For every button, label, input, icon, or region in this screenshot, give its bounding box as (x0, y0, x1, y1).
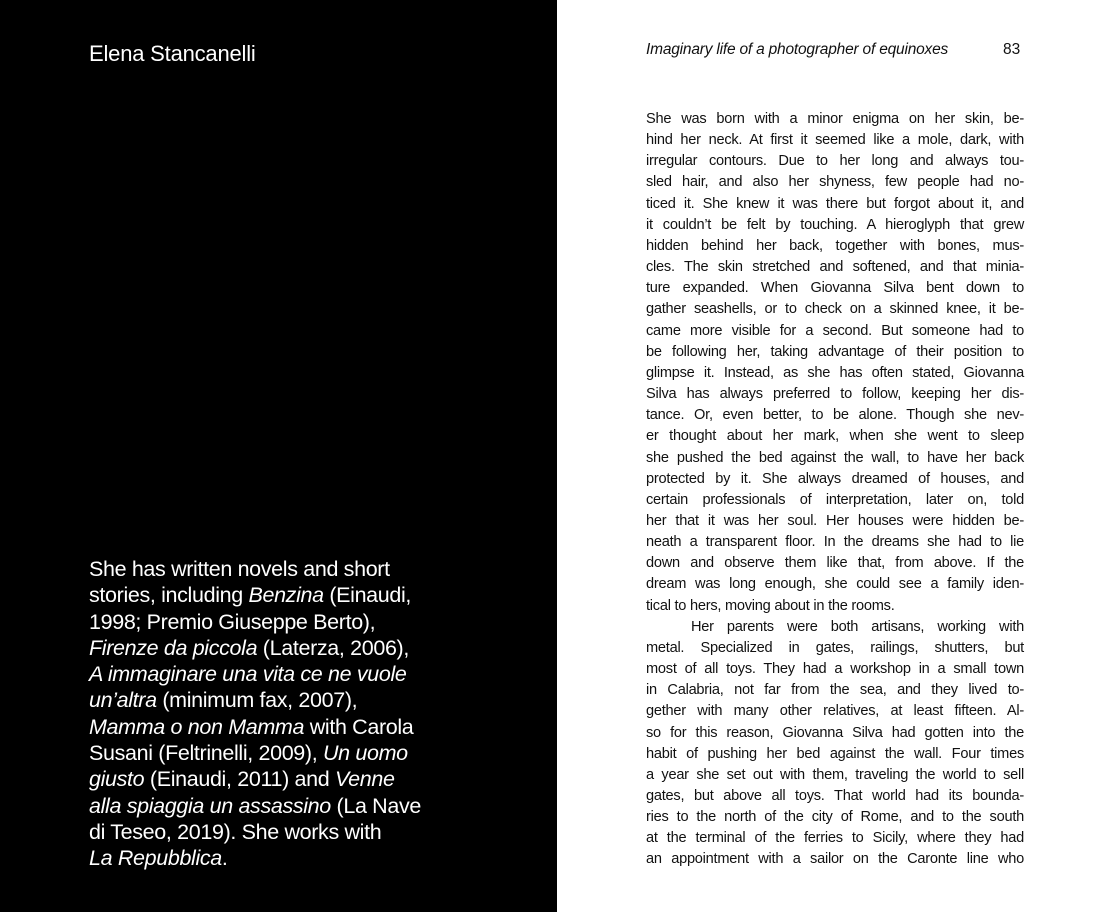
body-line: tical to hers, moving about in the rooms. (646, 597, 895, 614)
book-title: un’altra (89, 688, 157, 713)
book-title: alla spiaggia un assassino (89, 793, 331, 818)
body-line: an appointment with a sailor on the Caronte line who (646, 851, 1024, 868)
body-line: ries to the north of the city of Rome, and to the south (646, 809, 1024, 826)
body-line: er thought about her mark, when she went to sleep (646, 428, 1024, 445)
bio-segment: (Einaudi, 2011) and (144, 767, 335, 792)
body-line: a year she set out with them, traveling the world to sell (646, 766, 1024, 783)
bio-segment: stories, including (89, 583, 249, 608)
body-line: ture expanded. When Giovanna Silva bent down to (646, 280, 1024, 297)
body-line: it couldn’t be felt by touching. A hieroglyph that grew (646, 216, 1024, 233)
body-line: sled hair, and also her shyness, few people had no- (646, 174, 1024, 191)
bio-segment: 1998; Premio Giuseppe Berto), (89, 609, 376, 634)
bio-segment: She has written novels and short (89, 557, 390, 581)
body-line: down and observe them like that, from above. If the (646, 555, 1024, 572)
body-line: She was born with a minor enigma on her skin, be- (646, 111, 1024, 127)
body-line: her that it was her soul. Her houses were hidden be- (646, 512, 1024, 529)
body-line: tance. Or, even better, to be alone. Though she nev- (646, 407, 1024, 424)
body-line: at the terminal of the ferries to Sicily, where they had (646, 830, 1024, 847)
book-title: Benzina (248, 583, 324, 608)
body-line: Silva has always preferred to follow, keeping her dis- (646, 386, 1024, 403)
body-line: gether with many other relatives, at least fifteen. Al- (646, 703, 1024, 720)
body-line: gather seashells, or to check on a skinned knee, it be- (646, 301, 1024, 318)
book-title: Firenze da piccola (89, 635, 258, 660)
body-line: irregular contours. Due to her long and always tou- (646, 153, 1024, 170)
body-line: cles. The skin stretched and softened, and that minia- (646, 259, 1024, 276)
body-line: habit of pushing her bed against the wall. Four times (646, 745, 1024, 762)
body-line: gates, but above all toys. That world had its bounda- (646, 788, 1024, 804)
bio-segment: Susani (Feltrinelli, 2009), (89, 741, 323, 766)
bio-segment: (Laterza, 2006), (257, 635, 409, 660)
body-text (646, 109, 1024, 871)
bio-segment: with Carola (304, 714, 414, 739)
body-line: she pushed the bed against the wall, to have her back (646, 449, 1024, 466)
author-name: Elena Stancanelli (89, 41, 256, 66)
bio-segment: (La Nave (330, 793, 421, 818)
book-title: giusto (89, 767, 145, 792)
body-line: came more visible for a second. But someone had to (646, 322, 1024, 339)
bio-segment: di Teseo, 2019). She works with (89, 819, 382, 844)
book-title: Venne (334, 767, 395, 792)
bio-segment: (Einaudi, (323, 583, 412, 608)
book-title: Mamma o non Mamma (89, 714, 305, 739)
body-line: in Calabria, not far from the sea, and they lived to- (646, 682, 1024, 699)
running-head: Imaginary life of a photographer of equinoxes (646, 41, 949, 58)
body-line: neath a transparent floor. In the dreams she had to lie (646, 534, 1024, 551)
body-line: dream was long enough, she could see a family iden- (646, 576, 1024, 593)
page-number: 83 (1003, 41, 1021, 58)
body-line: hind her neck. At first it seemed like a mole, dark, with (646, 132, 1024, 149)
newspaper-title: La Repubblica (89, 846, 222, 871)
book-title: A immaginare una vita ce ne vuole (89, 662, 407, 687)
body-line: certain professionals of interpretation, later on, told (646, 491, 1024, 508)
body-line: protected by it. She always dreamed of houses, and (646, 470, 1024, 487)
right-page (557, 0, 1113, 912)
body-line: be following her, taking advantage of their position to (646, 343, 1024, 360)
bio-segment: . (221, 846, 228, 871)
bio-segment: (minimum fax, 2007), (156, 688, 358, 713)
body-line: ticed it. She knew it was there but forgot about it, and (646, 195, 1024, 212)
body-line: so for this reason, Giovanna Silva had gotten into the (646, 724, 1024, 741)
body-line: metal. Specialized in gates, railings, shutters, but (646, 639, 1024, 656)
body-line: most of all toys. They had a workshop in a small town (646, 661, 1024, 678)
body-line: glimpse it. Instead, as she has often stated, Giovanna (646, 364, 1024, 381)
body-line: Her parents were both artisans, working with (691, 618, 1024, 635)
author-bio (89, 556, 489, 872)
body-line: hidden behind her back, together with bones, mus- (646, 237, 1024, 254)
book-title: Un uomo (322, 741, 408, 766)
